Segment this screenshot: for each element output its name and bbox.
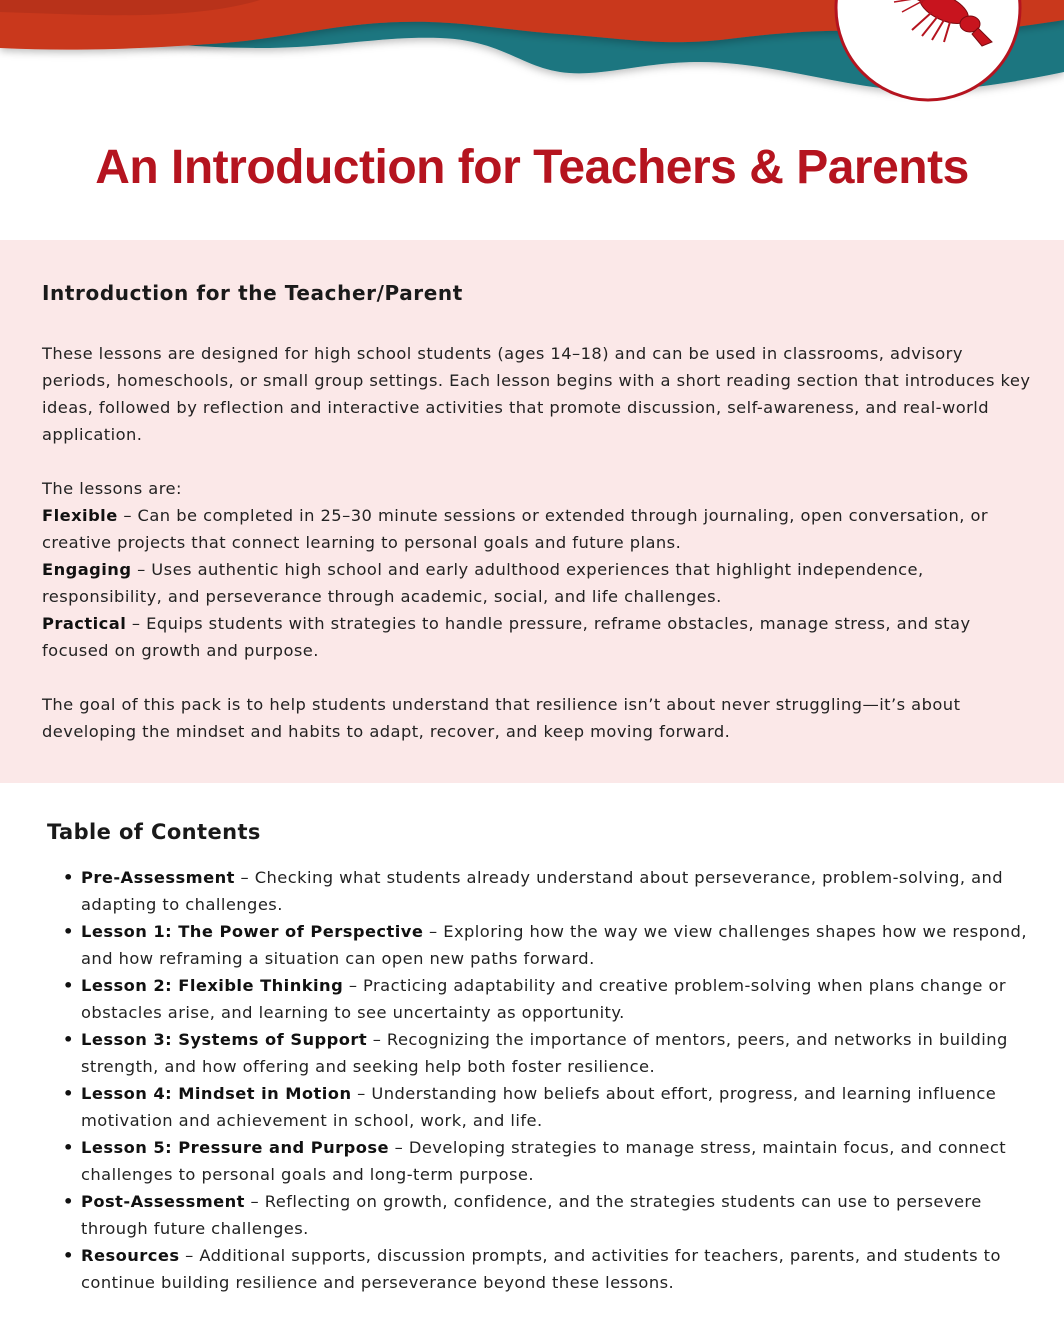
bullet-icon: •	[63, 868, 74, 887]
toc-list	[57, 864, 1042, 1296]
page-title: An Introduction for Teachers & Parents	[95, 141, 969, 194]
bullet-icon: •	[63, 922, 74, 941]
toc-item-title: Lesson 5: Pressure and Purpose	[81, 1138, 389, 1157]
toc-item-lesson-2	[57, 972, 1042, 1026]
feature-text: – Uses authentic high school and early adulthood experiences that highlight independence, responsibility, and perseverance through academic, social, and life challenges.	[42, 560, 924, 606]
goal-paragraph: The goal of this pack is to help students understand that resilience isn’t about never struggling—it’s about developing the mindset and habits to adapt, recover, and keep moving forward.	[42, 695, 961, 741]
intro-body	[42, 340, 1032, 745]
toc-item-title: Lesson 1: The Power of Perspective	[81, 922, 424, 941]
feature-text: – Can be completed in 25–30 minute sessions or extended through journaling, open conversation, or creative projects that connect learning to personal goals and future plans.	[42, 506, 989, 552]
feature-term: Engaging	[42, 560, 132, 579]
toc-item-title: Lesson 3: Systems of Support	[81, 1030, 368, 1049]
toc-item-lesson-4	[57, 1080, 1042, 1134]
feature-term: Practical	[42, 614, 127, 633]
intro-paragraph: These lessons are designed for high school students (ages 14–18) and can be used in classrooms, advisory periods, homeschools, or small group settings. Each lesson begins with a short reading section that introduces key ideas, followed by reflection and interactive activities that promote discussion, self-awareness, and real-world application.	[42, 344, 1031, 444]
toc-item-lesson-5	[57, 1134, 1042, 1188]
bullet-icon: •	[63, 1138, 74, 1157]
feature-text: – Equips students with strategies to handle pressure, reframe obstacles, manage stress, and stay focused on growth and purpose.	[42, 614, 971, 660]
toc-item-text: – Exploring how the way we view challenges shapes how we respond, and how reframing a situation can open new paths forward.	[81, 922, 1027, 968]
toc-item-text: – Understanding how beliefs about effort, progress, and learning influence motivation and achievement in school, work, and life.	[81, 1084, 997, 1130]
toc-item-title: Post-Assessment	[81, 1192, 245, 1211]
toc-item-text: – Additional supports, discussion prompts, and activities for teachers, parents, and students to continue building resilience and perseverance beyond these lessons.	[81, 1246, 1001, 1292]
toc-item-title: Lesson 4: Mindset in Motion	[81, 1084, 352, 1103]
bullet-icon: •	[63, 1246, 74, 1265]
toc-item-lesson-3	[57, 1026, 1042, 1080]
intro-heading: Introduction for the Teacher/Parent	[42, 281, 463, 305]
bullet-icon: •	[63, 1084, 74, 1103]
bullet-icon: •	[63, 1192, 74, 1211]
bullet-icon: •	[63, 976, 74, 995]
lobster-logo	[832, 0, 1024, 106]
toc-item-text: – Recognizing the importance of mentors, peers, and networks in building strength, and how offering and seeking help both foster resilience.	[81, 1030, 1008, 1076]
toc-item-resources	[57, 1242, 1042, 1296]
feature-engaging	[42, 556, 1032, 610]
toc-item-post-assessment	[57, 1188, 1042, 1242]
toc-item-title: Pre-Assessment	[81, 868, 235, 887]
toc-item-text: – Developing strategies to manage stress, maintain focus, and connect challenges to personal goals and long-term purpose.	[81, 1138, 1007, 1184]
toc-item-text: – Practicing adaptability and creative problem-solving when plans change or obstacles arise, and learning to see uncertainty as opportunity.	[81, 976, 1007, 1022]
toc-item-title: Resources	[81, 1246, 180, 1265]
toc-heading: Table of Contents	[47, 820, 261, 844]
toc-item-text: – Reflecting on growth, confidence, and the strategies students can use to persevere through future challenges.	[81, 1192, 982, 1238]
feature-flexible	[42, 502, 1032, 556]
feature-term: Flexible	[42, 506, 118, 525]
lessons-are-label: The lessons are:	[42, 479, 182, 498]
toc-item-pre-assessment	[57, 864, 1042, 918]
toc-item-text: – Checking what students already understand about perseverance, problem-solving, and adapting to challenges.	[81, 868, 1004, 914]
toc-item-lesson-1	[57, 918, 1042, 972]
feature-practical	[42, 610, 1032, 664]
bullet-icon: •	[63, 1030, 74, 1049]
toc-item-title: Lesson 2: Flexible Thinking	[81, 976, 344, 995]
